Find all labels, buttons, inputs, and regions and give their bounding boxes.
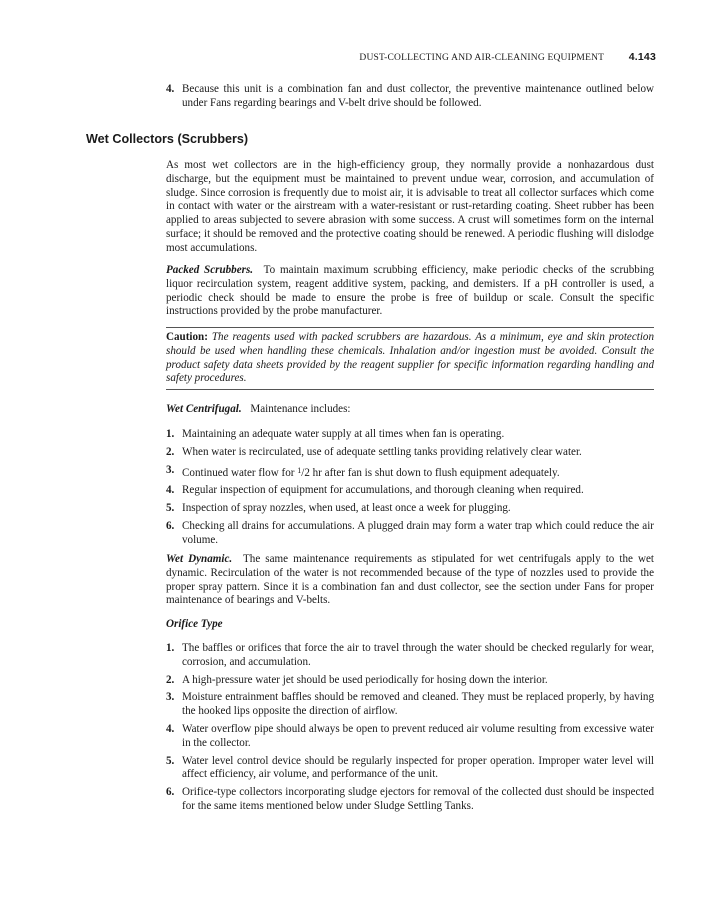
item-number: 6.: [166, 519, 175, 532]
list-item: [166, 642, 654, 670]
runin-heading: Wet Dynamic.: [166, 553, 233, 565]
page-number: 4.143: [628, 51, 656, 63]
caution-label: Caution:: [166, 331, 208, 343]
item-text: Continued water flow for: [182, 466, 298, 479]
item-number: 5.: [166, 502, 175, 515]
list-item: [166, 502, 654, 516]
list-item: [166, 484, 654, 498]
list-item: [166, 520, 654, 548]
item-number: 6.: [166, 786, 175, 799]
intro-list: [166, 83, 654, 115]
item-number: 4.: [166, 484, 175, 497]
item-text: Water overflow pipe should always be open to prevent reduced air volume resulting from excessive water in the collector.: [182, 722, 654, 749]
list-item: [166, 755, 654, 783]
runin-heading: Packed Scrubbers.: [166, 264, 254, 276]
fraction-numerator: 1: [297, 465, 302, 475]
item-text: When water is recirculated, use of adequate settling tanks providing relatively clear water.: [182, 445, 582, 458]
wet-centrifugal-paragraph: [166, 403, 654, 417]
list-item: [166, 83, 654, 111]
item-text: A high-pressure water jet should be used periodically for hosing down the interior.: [182, 673, 548, 686]
list-item: [166, 723, 654, 751]
item-number: 2.: [166, 445, 175, 458]
paragraph-text: To maintain maximum scrubbing efficiency, make periodic checks of the scrubbing liquor recirculation system, reagent additive system, packing, and demisters. If a pH controller is used, a periodic check should be made to ensure the probe is free of buildup or scale. Consult the specific instructions provided by the probe manufacturer.: [166, 264, 655, 318]
item-text: Regular inspection of equipment for accumulations, and thorough cleaning when required.: [182, 484, 584, 497]
item-number: 4.: [166, 722, 175, 735]
item-text: The baffles or orifices that force the air to travel through the water should be checked regularly for wear, corrosion, and accumulation.: [182, 642, 654, 668]
item-text-rest: /2 hr after fan is shut down to flush equipment adequately.: [301, 466, 560, 479]
paragraph-text: Maintenance includes:: [250, 403, 351, 415]
packed-scrubbers-paragraph: [166, 264, 654, 319]
item-number: 3.: [166, 463, 175, 476]
paragraph-text: The same maintenance requirements as stipulated for wet centrifugals apply to the wet dynamic. Recirculation of the water is not recommended because of the type of nozzles used to provide the proper spray pattern. Since it is a combination fan and dust collector, see the section under Fans for proper maintenance of bearings and V-belts.: [166, 553, 654, 607]
runin-heading: Wet Centrifugal.: [166, 403, 242, 415]
item-text: Checking all drains for accumulations. A plugged drain may form a water trap which could reduce the air volume.: [182, 519, 654, 546]
item-number: 5.: [166, 754, 175, 767]
list-item: [166, 464, 654, 481]
item-text: Because this unit is a combination fan and dust collector, the preventive maintenance outlined below under Fans regarding bearings and V-belt drive should be followed.: [182, 83, 654, 109]
subsection-heading: Orifice Type: [166, 618, 223, 630]
caution-box: [166, 327, 654, 390]
item-number: 1.: [166, 642, 175, 654]
caution-text: The reagents used with packed scrubbers are hazardous. As a minimum, eye and skin protection should be used when handling these chemicals. Inhalation and/or ingestion must be avoided. Consult the product safety data sheets provided by the reagent supplier for specific information regarding handling and safety procedures.: [166, 331, 655, 385]
list-item: [166, 691, 654, 719]
item-text: Inspection of spray nozzles, when used, at least once a week for plugging.: [182, 502, 511, 515]
item-number: 1.: [166, 428, 175, 440]
item-text: Orifice-type collectors incorporating sludge ejectors for removal of the collected dust should be inspected for the same items mentioned below under Sludge Settling Tanks.: [182, 786, 654, 812]
list-item: [166, 674, 654, 688]
item-number: 3.: [166, 691, 175, 704]
list-item: [166, 428, 654, 442]
orifice-list: [166, 642, 654, 818]
wet-centrifugal-list: [166, 428, 654, 552]
wet-dynamic-paragraph: [166, 553, 654, 608]
paragraph-text: As most wet collectors are in the high-efficiency group, they normally provide a nonhazardous dust discharge, but the equipment must be maintained to prevent undue wear, corrosion, and accumulation of sludge. Since corrosion is frequently due to moist air, it is advisable to treat all collector surfaces which come in contact with water or the airstream with a water-resistant or rust-retarding coating. Sheet rubber has been applied to areas subjected to severe abrasion with some success. A crust will sometimes form on the internal surface; it should be removed and the protective coating should be renewed. A periodic flushing will dislodge most accumulations.: [166, 159, 654, 254]
item-text: Water level control device should be regularly inspected for proper operation. Improper water level will affect efficiency, air volume, and performance of the unit.: [182, 754, 654, 781]
item-number: 4.: [166, 83, 175, 95]
section-paragraph: [166, 159, 654, 256]
item-text: Maintaining an adequate water supply at all times when fan is operating.: [182, 428, 505, 440]
list-item: [166, 786, 654, 814]
orifice-heading-block: [166, 618, 654, 632]
list-item: [166, 446, 654, 460]
item-text: Moisture entrainment baffles should be removed and cleaned. They must be replaced properly, by having the hooked lips opposite the direction of airflow.: [182, 691, 654, 718]
section-heading: Wet Collectors (Scrubbers): [86, 132, 249, 146]
running-header: [0, 51, 656, 63]
item-number: 2.: [166, 673, 175, 686]
header-title: DUST-COLLECTING AND AIR-CLEANING EQUIPMENT: [359, 53, 605, 63]
